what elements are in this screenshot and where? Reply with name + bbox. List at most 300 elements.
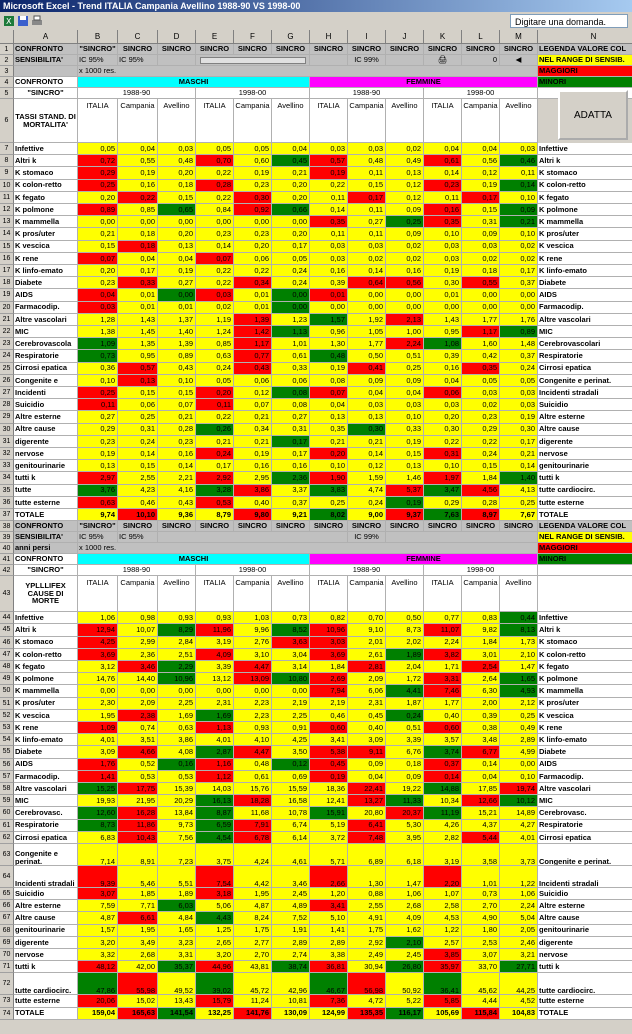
cell[interactable]: Diabete <box>538 277 632 289</box>
cell[interactable]: 1,19 <box>196 314 234 326</box>
cell[interactable]: K rene <box>14 253 78 265</box>
cell[interactable]: SINCRO <box>272 44 310 55</box>
cell[interactable]: 16,13 <box>196 795 234 807</box>
cell[interactable]: 1998-00 <box>196 88 310 99</box>
cell[interactable] <box>538 576 632 612</box>
cell[interactable]: 3,07 <box>462 949 500 961</box>
cell[interactable]: 0,82 <box>310 612 348 624</box>
cell[interactable]: 0,03 <box>348 399 386 411</box>
cell[interactable]: 7,91 <box>234 820 272 832</box>
cell[interactable]: 0,23 <box>462 411 500 423</box>
cell[interactable]: tutte esterne <box>14 995 78 1007</box>
cell[interactable]: 0,72 <box>78 155 118 167</box>
row-header[interactable]: 19 <box>0 289 14 301</box>
cell[interactable]: 0,03 <box>310 143 348 155</box>
cell[interactable]: 0,35 <box>310 216 348 228</box>
cell[interactable]: 4,66 <box>118 746 158 758</box>
cell[interactable]: 0,06 <box>118 399 158 411</box>
cell[interactable]: tutti k <box>538 472 632 484</box>
cell[interactable]: 0,07 <box>158 399 196 411</box>
cell[interactable]: 2,95 <box>234 472 272 484</box>
cell[interactable]: 3,63 <box>272 637 310 649</box>
cell[interactable]: Altri k <box>14 155 78 167</box>
cell[interactable]: 3,39 <box>386 734 424 746</box>
cell[interactable]: 15,02 <box>118 995 158 1007</box>
cell[interactable]: 2,09 <box>348 673 386 685</box>
cell[interactable]: 4,93 <box>500 685 538 697</box>
cell[interactable]: 0,13 <box>386 167 424 179</box>
cell[interactable]: 0,16 <box>272 460 310 472</box>
cell[interactable]: 8,24 <box>234 912 272 924</box>
cell[interactable]: 2,02 <box>386 637 424 649</box>
cell[interactable]: 0,30 <box>424 277 462 289</box>
cell[interactable]: 124,99 <box>310 1008 348 1020</box>
cell[interactable]: K fegato <box>538 661 632 673</box>
cell[interactable]: 0,14 <box>348 448 386 460</box>
cell[interactable]: 0,12 <box>348 460 386 472</box>
cell[interactable]: K vescica <box>538 710 632 722</box>
cell[interactable]: 4,72 <box>348 995 386 1007</box>
cell[interactable]: 0,10 <box>310 460 348 472</box>
cell[interactable]: 0,15 <box>78 241 118 253</box>
cell[interactable]: 1,95 <box>118 925 158 937</box>
cell[interactable]: 0,30 <box>348 424 386 436</box>
cell[interactable]: 0,40 <box>234 497 272 509</box>
cell[interactable]: 0,51 <box>386 722 424 734</box>
row-header[interactable]: 18 <box>0 277 14 289</box>
cell[interactable]: nervose <box>538 949 632 961</box>
cell[interactable]: 2,89 <box>310 937 348 949</box>
cell[interactable]: 0,56 <box>386 277 424 289</box>
cell[interactable]: 0,73 <box>78 350 118 362</box>
cell[interactable]: 3,49 <box>118 937 158 949</box>
row-header[interactable]: 23 <box>0 338 14 350</box>
cell[interactable]: 0,49 <box>500 722 538 734</box>
cell[interactable]: 0,77 <box>234 350 272 362</box>
cell[interactable]: 2,99 <box>118 637 158 649</box>
cell[interactable]: 4,43 <box>196 912 234 924</box>
cell[interactable]: 0,23 <box>234 180 272 192</box>
cell[interactable]: tutte cardiocirc. <box>538 485 632 497</box>
row-header[interactable]: 34 <box>0 472 14 484</box>
cell[interactable]: 0,70 <box>348 612 386 624</box>
cell[interactable]: 0,14 <box>500 460 538 472</box>
cell[interactable]: 6,18 <box>386 844 424 866</box>
cell[interactable]: 0,34 <box>234 277 272 289</box>
cell[interactable]: MIC <box>14 795 78 807</box>
cell[interactable]: 0,19 <box>386 436 424 448</box>
cell[interactable]: 1,30 <box>310 338 348 350</box>
row-header[interactable]: 12 <box>0 204 14 216</box>
cell[interactable]: tutti k <box>538 961 632 973</box>
cell[interactable]: 0,03 <box>78 302 118 314</box>
cell[interactable]: 0,19 <box>234 448 272 460</box>
cell[interactable]: 3,14 <box>272 661 310 673</box>
cell[interactable]: Altre esterne <box>14 411 78 423</box>
cell[interactable]: 1,90 <box>310 472 348 484</box>
cell[interactable]: LEGENDA VALORE COL <box>538 521 632 532</box>
cell[interactable]: 0,19 <box>386 497 424 509</box>
cell[interactable]: K rene <box>538 722 632 734</box>
cell[interactable]: 0,31 <box>424 448 462 460</box>
cell[interactable]: 0,19 <box>78 448 118 460</box>
cell[interactable]: 2,23 <box>234 710 272 722</box>
row-header[interactable]: 60 <box>0 807 14 819</box>
cell[interactable]: 0,15 <box>348 180 386 192</box>
cell[interactable]: 0,13 <box>158 241 196 253</box>
cell[interactable]: 0,92 <box>234 204 272 216</box>
cell[interactable]: 2,65 <box>196 937 234 949</box>
cell[interactable]: 0,27 <box>78 411 118 423</box>
cell[interactable]: 0,01 <box>234 289 272 301</box>
print-icon[interactable] <box>31 15 43 27</box>
row-header[interactable]: 36 <box>0 497 14 509</box>
cell[interactable]: 3,57 <box>424 734 462 746</box>
cell[interactable]: 1,80 <box>462 925 500 937</box>
row-header[interactable]: 40 <box>0 543 14 554</box>
cell[interactable]: 1,22 <box>424 925 462 937</box>
cell[interactable]: 0,85 <box>196 338 234 350</box>
cell[interactable]: 0,24 <box>272 277 310 289</box>
cell[interactable]: 3,32 <box>78 949 118 961</box>
cell[interactable]: 0,19 <box>118 167 158 179</box>
cell[interactable]: ITALIA <box>78 99 118 143</box>
cell[interactable]: 3,86 <box>158 734 196 746</box>
cell[interactable]: MINORI <box>538 554 632 565</box>
cell[interactable]: 0,15 <box>158 192 196 204</box>
cell[interactable]: SINCRO <box>348 521 386 532</box>
cell[interactable]: Altri k <box>538 155 632 167</box>
cell[interactable]: 10,78 <box>272 807 310 819</box>
cell[interactable]: 35,37 <box>158 961 196 973</box>
cell[interactable]: 0,28 <box>158 424 196 436</box>
cell[interactable]: 0,15 <box>386 448 424 460</box>
cell[interactable]: 0,83 <box>462 612 500 624</box>
cell[interactable]: 0,29 <box>78 167 118 179</box>
cell[interactable]: 0,22 <box>196 411 234 423</box>
cell[interactable]: 0,20 <box>424 411 462 423</box>
cell[interactable]: 0,14 <box>500 180 538 192</box>
cell[interactable]: 5,51 <box>158 866 196 888</box>
cell[interactable]: Respiratorie <box>538 820 632 832</box>
cell[interactable]: 8,87 <box>196 807 234 819</box>
cell[interactable]: 2,30 <box>78 698 118 710</box>
column-header-f[interactable]: F <box>234 30 272 44</box>
cell[interactable]: 0,21 <box>272 167 310 179</box>
cell[interactable]: 10,10 <box>118 509 158 521</box>
cell[interactable]: 0,03 <box>500 399 538 411</box>
excel-icon[interactable] <box>3 15 15 27</box>
cell[interactable]: 0,64 <box>348 277 386 289</box>
cell[interactable]: 2,49 <box>348 949 386 961</box>
cell[interactable]: 0,04 <box>424 143 462 155</box>
cell[interactable]: 15,76 <box>234 783 272 795</box>
cell[interactable]: CONFRONTO <box>14 44 78 55</box>
cell[interactable]: 5,19 <box>310 820 348 832</box>
cell[interactable]: 115,84 <box>462 1008 500 1020</box>
cell[interactable]: Incidenti <box>14 387 78 399</box>
cell[interactable]: 0,05 <box>196 375 234 387</box>
cell[interactable]: Infettive <box>538 143 632 155</box>
cell[interactable]: 0,11 <box>78 399 118 411</box>
cell[interactable]: 0,12 <box>386 192 424 204</box>
cell[interactable]: 2,10 <box>500 649 538 661</box>
column-header-g[interactable]: G <box>272 30 310 44</box>
cell[interactable]: 0,19 <box>158 265 196 277</box>
cell[interactable]: "SINCRO" <box>14 88 78 99</box>
cell[interactable]: Respiratorie <box>538 350 632 362</box>
cell[interactable]: 2,01 <box>348 637 386 649</box>
cell[interactable]: 0,16 <box>118 180 158 192</box>
cell[interactable]: MINORI <box>538 77 632 88</box>
cell[interactable]: 3,04 <box>272 649 310 661</box>
cell[interactable]: 0,41 <box>348 363 386 375</box>
cell[interactable]: Altri k <box>14 624 78 636</box>
cell[interactable]: 0,51 <box>386 350 424 362</box>
cell[interactable]: 0,11 <box>310 192 348 204</box>
cell[interactable]: K fegato <box>538 192 632 204</box>
cell[interactable]: 0,73 <box>462 888 500 900</box>
cell[interactable]: 0,19 <box>310 771 348 783</box>
cell[interactable]: anni persi <box>14 543 78 554</box>
cell[interactable]: 0,21 <box>500 216 538 228</box>
cell[interactable]: 15,21 <box>462 807 500 819</box>
cell[interactable]: 0,21 <box>348 436 386 448</box>
cell[interactable]: 0,60 <box>234 155 272 167</box>
column-header-k[interactable]: K <box>424 30 462 44</box>
cell[interactable]: 1,84 <box>462 637 500 649</box>
cell[interactable]: 8,52 <box>272 624 310 636</box>
cell[interactable]: 8,02 <box>310 509 348 521</box>
cell[interactable]: 0,35 <box>310 424 348 436</box>
cell[interactable]: 42,00 <box>118 961 158 973</box>
cell[interactable]: 0,03 <box>386 399 424 411</box>
cell[interactable]: 0,19 <box>424 265 462 277</box>
cell[interactable]: 0,17 <box>500 265 538 277</box>
cell[interactable]: 3,19 <box>196 637 234 649</box>
row-header[interactable]: 13 <box>0 216 14 228</box>
cell[interactable]: 15,25 <box>78 783 118 795</box>
cell[interactable]: 0,85 <box>118 204 158 216</box>
cell[interactable]: 0,08 <box>272 399 310 411</box>
cell[interactable]: 0,23 <box>78 277 118 289</box>
cell[interactable]: 0,16 <box>158 759 196 771</box>
row-header[interactable]: 54 <box>0 734 14 746</box>
cell[interactable]: 0,03 <box>310 253 348 265</box>
cell[interactable]: Avellino <box>386 99 424 143</box>
cell[interactable]: 1998-00 <box>424 88 538 99</box>
cell[interactable]: 0,07 <box>310 387 348 399</box>
cell[interactable]: 0,14 <box>424 167 462 179</box>
cell[interactable]: Diabete <box>14 746 78 758</box>
row-header[interactable]: 39 <box>0 532 14 543</box>
cell[interactable]: 7,46 <box>424 685 462 697</box>
cell[interactable]: 6,77 <box>462 746 500 758</box>
cell[interactable]: 0,09 <box>386 204 424 216</box>
cell[interactable]: 0,00 <box>196 216 234 228</box>
cell[interactable]: 0,02 <box>462 253 500 265</box>
cell[interactable]: Suicidio <box>14 399 78 411</box>
cell[interactable]: 4,24 <box>234 844 272 866</box>
cell[interactable]: 1,89 <box>386 649 424 661</box>
cell[interactable]: CONFRONTO <box>14 521 78 532</box>
cell[interactable]: 8,73 <box>78 820 118 832</box>
cell[interactable]: 0,00 <box>500 302 538 314</box>
cell[interactable]: SINCRO <box>462 44 500 55</box>
cell[interactable]: 0,44 <box>500 612 538 624</box>
cell[interactable]: 0,18 <box>118 228 158 240</box>
cell[interactable]: 0,37 <box>500 277 538 289</box>
cell[interactable]: Altre esterne <box>538 411 632 423</box>
cell[interactable]: 0,13 <box>348 411 386 423</box>
cell[interactable]: Altre cause <box>538 424 632 436</box>
cell[interactable]: 1,65 <box>500 673 538 685</box>
cell[interactable]: 0,14 <box>118 448 158 460</box>
cell[interactable]: 6,89 <box>348 844 386 866</box>
cell[interactable]: tutte esterne <box>538 995 632 1007</box>
cell[interactable]: 1,05 <box>348 326 386 338</box>
cell[interactable]: K pros/uter <box>14 228 78 240</box>
cell[interactable]: 0,08 <box>310 375 348 387</box>
cell[interactable]: 3,38 <box>310 949 348 961</box>
cell[interactable]: SENSIBILITA' <box>14 55 78 66</box>
cell[interactable]: 0,63 <box>196 350 234 362</box>
cell[interactable]: nervose <box>538 448 632 460</box>
cell[interactable]: 0,14 <box>424 771 462 783</box>
cell[interactable] <box>386 532 538 543</box>
cell[interactable]: 1,47 <box>500 661 538 673</box>
row-header[interactable]: 62 <box>0 832 14 844</box>
cell[interactable]: 55,98 <box>118 973 158 995</box>
cell[interactable]: 5,71 <box>310 844 348 866</box>
cell[interactable]: 2,29 <box>158 661 196 673</box>
cell[interactable]: 10,34 <box>424 795 462 807</box>
row-header[interactable]: 26 <box>0 375 14 387</box>
cell[interactable]: 1,75 <box>348 925 386 937</box>
cell[interactable]: 1988-90 <box>78 88 196 99</box>
cell[interactable]: 0,31 <box>462 216 500 228</box>
cell[interactable]: 0,00 <box>234 216 272 228</box>
play-back-button[interactable]: ◀ <box>500 55 538 66</box>
cell[interactable]: K polmone <box>538 673 632 685</box>
cell[interactable]: 1,09 <box>78 722 118 734</box>
cell[interactable]: Congenite e perinat. <box>538 375 632 387</box>
cell[interactable]: 0,29 <box>462 424 500 436</box>
cell[interactable]: 0,06 <box>424 387 462 399</box>
cell[interactable]: 6,74 <box>272 820 310 832</box>
cell[interactable]: 0,50 <box>386 612 424 624</box>
cell[interactable]: 0,37 <box>500 350 538 362</box>
cell[interactable]: 1,57 <box>78 925 118 937</box>
cell[interactable]: 2,70 <box>234 949 272 961</box>
cell[interactable]: 1,45 <box>118 326 158 338</box>
cell[interactable]: 0,20 <box>310 448 348 460</box>
cell[interactable]: 0,57 <box>118 363 158 375</box>
cell[interactable]: 0,93 <box>196 612 234 624</box>
cell[interactable]: 1,91 <box>272 925 310 937</box>
column-header-e[interactable]: E <box>196 30 234 44</box>
cell[interactable]: 20,37 <box>386 807 424 819</box>
cell[interactable]: 0,53 <box>158 771 196 783</box>
row-header[interactable]: 33 <box>0 460 14 472</box>
cell[interactable]: SINCRO <box>500 44 538 55</box>
cell[interactable]: 2,76 <box>234 637 272 649</box>
cell[interactable]: 44,96 <box>196 961 234 973</box>
row-header[interactable]: 65 <box>0 888 14 900</box>
cell[interactable]: Cirrosi epatica <box>538 832 632 844</box>
cell[interactable]: 3,72 <box>310 832 348 844</box>
cell[interactable]: 0,03 <box>348 143 386 155</box>
cell[interactable]: 0,96 <box>310 326 348 338</box>
cell[interactable]: 1998-00 <box>424 565 538 576</box>
cell[interactable]: 17,75 <box>118 783 158 795</box>
column-header-n[interactable]: N <box>538 30 632 44</box>
cell[interactable]: 1,39 <box>158 338 196 350</box>
cell[interactable]: 0,61 <box>272 350 310 362</box>
cell[interactable]: NEL RANGE DI SENSIB. <box>538 55 632 66</box>
cell[interactable]: tutte cardiocirc. <box>538 973 632 995</box>
cell[interactable]: 0,05 <box>196 143 234 155</box>
cell[interactable]: 0,28 <box>462 497 500 509</box>
cell[interactable]: 4,09 <box>386 912 424 924</box>
cell[interactable]: SINCRO <box>118 44 158 55</box>
cell[interactable]: 3,41 <box>310 900 348 912</box>
cell[interactable]: 26,80 <box>386 961 424 973</box>
cell[interactable]: tutti k <box>14 472 78 484</box>
cell[interactable]: Incidenti stradali <box>14 866 78 888</box>
cell[interactable]: 0,00 <box>234 685 272 697</box>
cell[interactable]: 0,15 <box>462 204 500 216</box>
cell[interactable]: 0,25 <box>310 497 348 509</box>
cell[interactable]: 0,25 <box>78 180 118 192</box>
cell[interactable]: 0,00 <box>158 685 196 697</box>
row-header[interactable]: 52 <box>0 710 14 722</box>
cell[interactable]: 0,09 <box>348 375 386 387</box>
cell[interactable]: 0,22 <box>462 436 500 448</box>
cell[interactable]: 0,33 <box>118 277 158 289</box>
cell[interactable]: 12,94 <box>78 624 118 636</box>
cell[interactable]: tutti k <box>14 961 78 973</box>
cell[interactable]: NEL RANGE DI SENSIB. <box>538 532 632 543</box>
cell[interactable]: 13,43 <box>158 995 196 1007</box>
cell[interactable]: 27,71 <box>500 961 538 973</box>
cell[interactable]: 10,96 <box>310 624 348 636</box>
cell[interactable]: 0,73 <box>272 612 310 624</box>
cell[interactable]: AIDS <box>14 759 78 771</box>
cell[interactable]: K polmone <box>538 204 632 216</box>
cell[interactable]: 35,97 <box>424 961 462 973</box>
cell[interactable]: 0,27 <box>348 216 386 228</box>
row-header[interactable]: 59 <box>0 795 14 807</box>
cell[interactable]: 0,17 <box>272 436 310 448</box>
cell[interactable]: 0,03 <box>462 387 500 399</box>
cell[interactable]: 9,82 <box>462 624 500 636</box>
cell[interactable] <box>14 66 78 77</box>
cell[interactable]: 39,02 <box>196 973 234 995</box>
row-header[interactable]: 37 <box>0 509 14 521</box>
cell[interactable]: 0,37 <box>272 497 310 509</box>
cell[interactable]: 0,19 <box>310 167 348 179</box>
cell[interactable]: 0,29 <box>424 497 462 509</box>
cell[interactable]: 0,31 <box>118 424 158 436</box>
cell[interactable]: 0,70 <box>196 155 234 167</box>
cell[interactable]: 9,37 <box>386 509 424 521</box>
cell[interactable]: 0,21 <box>234 411 272 423</box>
cell[interactable]: 0,15 <box>118 460 158 472</box>
cell[interactable]: 0,04 <box>272 143 310 155</box>
cell[interactable]: 0,74 <box>118 722 158 734</box>
cell[interactable]: 4,44 <box>462 995 500 1007</box>
